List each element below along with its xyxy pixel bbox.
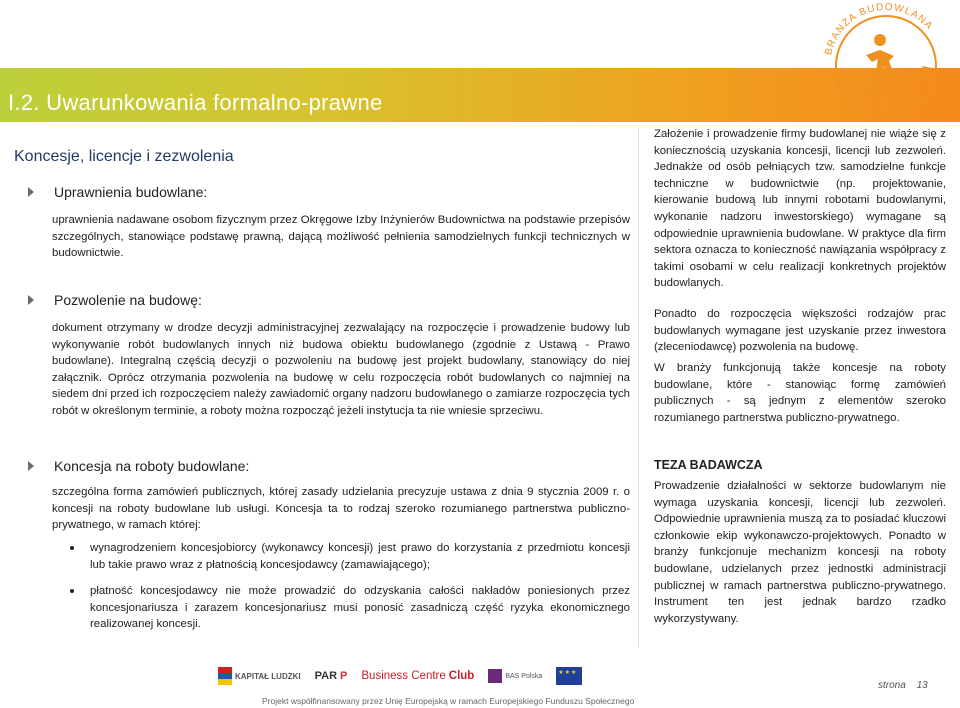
teza-text: Prowadzenie działalności w sektorze budowlanym nie wymaga uzyskania koncesji, licencji lub zezwoleń. Odpowiednie uprawnienia muszą za to posiadać kluczowi członkowie ekip wykonawczo-projektowych. Ponadto w branży funkcjonuje mechanizm koncesji na roboty budowlane, udzielanych przez jednostki administracji publicznej w ramach partnerstwa publiczno-prywatnego. Instrument ten jest jednak bardzo rzadko wykorzystywany. [654,480,946,625]
footer-project-text: Projekt współfinansowany przez Unię Europejską w ramach Europejskiego Funduszu Społecznego [262,696,635,706]
right-paragraph-1: Założenie i prowadzenie firmy budowlanej nie wiąże się z koniecznością uzyskania koncesji, licencji lub zezwoleń. Jednakże od osób pełniących tzw. samodzielne funkcje techniczne w budownictwie (np. projektowanie, kierowanie budową lub innymi robotami budowlanymi, wykonanie nadzoru inwestorskiego) wymagane są odpowiednie uprawnienia budowlane. W praktyce dla firm sektora oznacza to konieczność nawiązania współpracy z takimi osobami w celu realizacji konkretnych projektów budowlanych. [654,128,946,290]
arrow-bullet-icon [28,461,34,471]
kapital-ludzki-logo: KAPITAŁ LUDZKI [218,667,301,685]
page-title: I.2. Uwarunkowania formalno-prawne [8,90,383,115]
right-paragraph-3: W branży funkcjonują także koncesje na roboty budowlane, które - stanowiąc formę zamówień publicznych - są jednym z elementów szeroko rozumianego partnerstwa publiczno-prywatnego. [654,362,946,424]
section-subtitle: Koncesje, licencje i zezwolenia [14,148,234,165]
pozwolenie-text: dokument otrzymany w drodze decyzji administracyjnej zezwalający na rozpoczęcie i prowadzenie budowy lub wykonywanie robót budowlanych innych niż budowa obiektu budowlanego (zgodnie z Ustawą - Prawo budowlane). Integralną częścią decyzji o pozwoleniu na budowę jest projekt budowlany, stanowiący do niej załącznik. Oprócz otrzymania pozwolenia na budowę w celu rozpoczęcia robót budowlanych co najmniej na siedem dni przed ich rozpoczęciem należy zawiadomić organy nadzoru budowlanego o zamiarze rozpoczęcia tych robót w określonym terminie, a roboty można rozpocząć jeżeli instytucja ta nie wniesie sprzeciwu. [52,322,630,417]
uprawnienia-text: uprawnienia nadawane osobom fizycznym przez Okręgowe Izby Inżynierów Budownictwa na podstawie przepisów szczególnych, stanowiące podstawę prawną, dającą możliwość pełnienia samodzielnych funkcji technicznych w budownictwie. [52,214,630,260]
heading-koncesja: Koncesja na roboty budowlane: [28,458,249,474]
koncesja-text: szczególna forma zamówień publicznych, której zasady udzielania precyzuje ustawa z dnia 9 stycznia 2009 r. o koncesji na roboty budowlane lub usługi. Koncesja ta to rodzaj szeroko rozumianego partnerstwa publiczno-prywatnego, w ramach której: [52,486,630,532]
right-paragraph-2: Ponadto do rozpoczęcia większości rodzajów prac budowlanych wymagane jest uzyskanie przez inwestora (zleceniodawcę) pozwolenia na budowę. [654,308,946,354]
parp-logo: PAR P [314,670,348,682]
teza-title: TEZA BADAWCZA [654,458,763,472]
heading-uprawnienia: Uprawnienia budowlane: [28,184,207,200]
arrow-bullet-icon [28,295,34,305]
arrow-bullet-icon [28,187,34,197]
eu-flag-icon [556,667,582,685]
svg-text:BRANŻA BUDOWLANA: BRANŻA BUDOWLANA [823,1,936,57]
bas-icon [488,669,502,683]
business-centre-club-logo: Business Centre Club [361,670,475,682]
bas-polska-logo: BAS Polska [488,669,542,683]
bullet-dot-icon [70,546,74,550]
bullet-dot-icon [70,589,74,593]
logo-text [808,0,958,120]
column-divider [638,128,639,648]
list-item: wynagrodzeniem koncesjobiorcy (wykonawcy koncesji) jest prawo do korzystania z przedmiotu koncesji lub takie prawo wraz z płatnością koncesjodawcy (zamawiającego); [70,540,630,573]
page-number: strona 13 [878,680,928,691]
kapital-ludzki-icon [218,667,232,685]
heading-pozwolenie: Pozwolenie na budowę: [28,292,202,308]
footer-logos [218,660,718,692]
koncesja-bullet-list [70,540,630,643]
list-item: płatność koncesjodawcy nie może prowadzić do odzyskania całości nakładów poniesionych przez koncesjonariusza i zarazem koncesjonariusz musi ponosić zasadniczą część ryzyka ekonomicznego realizowanej koncesji. [70,583,630,633]
